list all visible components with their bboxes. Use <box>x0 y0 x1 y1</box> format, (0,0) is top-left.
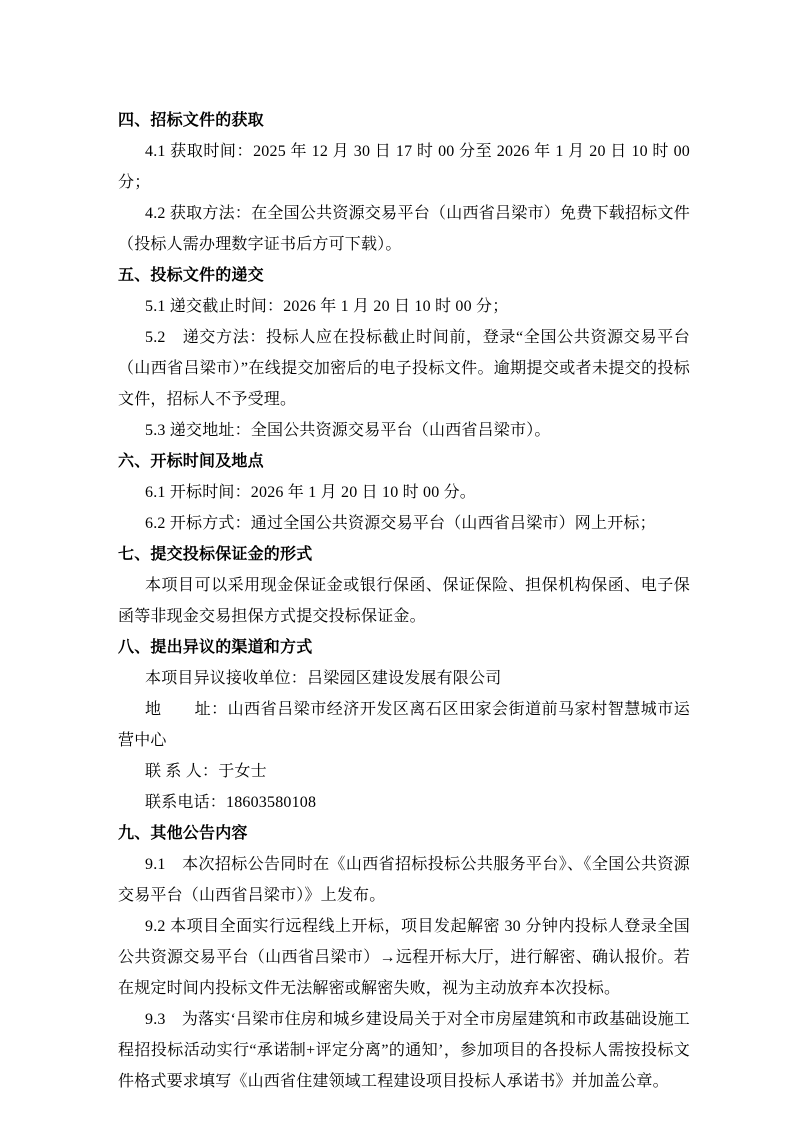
section-heading: 七、提交投标保证金的形式 <box>118 546 313 563</box>
doc-paragraph: 6.2 开标方式：通过全国公共资源交易平台（山西省吕梁市）网上开标； <box>145 515 656 532</box>
doc-paragraph: 5.1 递交截止时间：2026 年 1 月 20 日 10 时 00 分； <box>145 298 509 315</box>
section-heading: 八、提出异议的渠道和方式 <box>118 639 313 656</box>
doc-paragraph: 本项目可以采用现金保证金或银行保函、保证保险、担保机构保函、电子保函等非现金交易担保方式提交投标保证金。 <box>118 577 690 625</box>
section-bid-submission <box>118 260 690 446</box>
section-objection-channel <box>118 632 690 818</box>
doc-paragraph: 地 址：山西省吕梁市经济开发区离石区田家会街道前马家村智慧城市运营中心 <box>118 701 690 749</box>
doc-paragraph: 联 系 人：于女士 <box>145 763 267 780</box>
doc-paragraph: 联系电话：18603580108 <box>145 794 317 811</box>
doc-paragraph: 9.3 为落实‘吕梁市住房和城乡建设局关于对全市房屋建筑和市政基础设施工程招投标活动实行“承诺制+评定分离”的通知’，参加项目的各投标人需按投标文件格式要求填写《山西省住建领域工程建设项目投标人承诺书》并加盖公章。 <box>118 1011 690 1090</box>
section-heading: 四、招标文件的获取 <box>118 112 264 129</box>
doc-paragraph: 4.1 获取时间：2025 年 12 月 30 日 17 时 00 分至 2026 年 1 月 20 日 10 时 00 分； <box>118 143 690 191</box>
doc-paragraph: 4.2 获取方法：在全国公共资源交易平台（山西省吕梁市）免费下载招标文件（投标人需办理数字证书后方可下载）。 <box>118 205 690 253</box>
section-heading: 九、其他公告内容 <box>118 825 248 842</box>
doc-paragraph: 5.2 递交方法：投标人应在投标截止时间前，登录“全国公共资源交易平台（山西省吕梁市）”在线提交加密后的电子投标文件。逾期提交或者未提交的投标文件，招标人不予受理。 <box>118 329 690 408</box>
doc-paragraph: 5.3 递交地址：全国公共资源交易平台（山西省吕梁市）。 <box>145 422 551 439</box>
section-other-announcement <box>118 818 690 1097</box>
section-bid-opening <box>118 446 690 539</box>
section-heading: 六、开标时间及地点 <box>118 453 264 470</box>
doc-paragraph: 9.2 本项目全面实行远程线上开标，项目发起解密 30 分钟内投标人登录全国公共资源交易平台（山西省吕梁市）→远程开标大厅，进行解密、确认报价。若在规定时间内投标文件无法解密或解密失败，视为主动放弃本次投标。 <box>118 918 690 997</box>
doc-paragraph: 本项目异议接收单位：吕梁园区建设发展有限公司 <box>145 670 502 687</box>
section-bid-document-acquisition <box>118 105 690 260</box>
section-bid-security-form <box>118 539 690 632</box>
doc-paragraph: 6.1 开标时间：2026 年 1 月 20 日 10 时 00 分。 <box>145 484 477 501</box>
doc-paragraph: 9.1 本次招标公告同时在《山西省招标投标公共服务平台》、《全国公共资源交易平台（山西省吕梁市）》上发布。 <box>118 856 690 904</box>
section-heading: 五、投标文件的递交 <box>118 267 264 284</box>
